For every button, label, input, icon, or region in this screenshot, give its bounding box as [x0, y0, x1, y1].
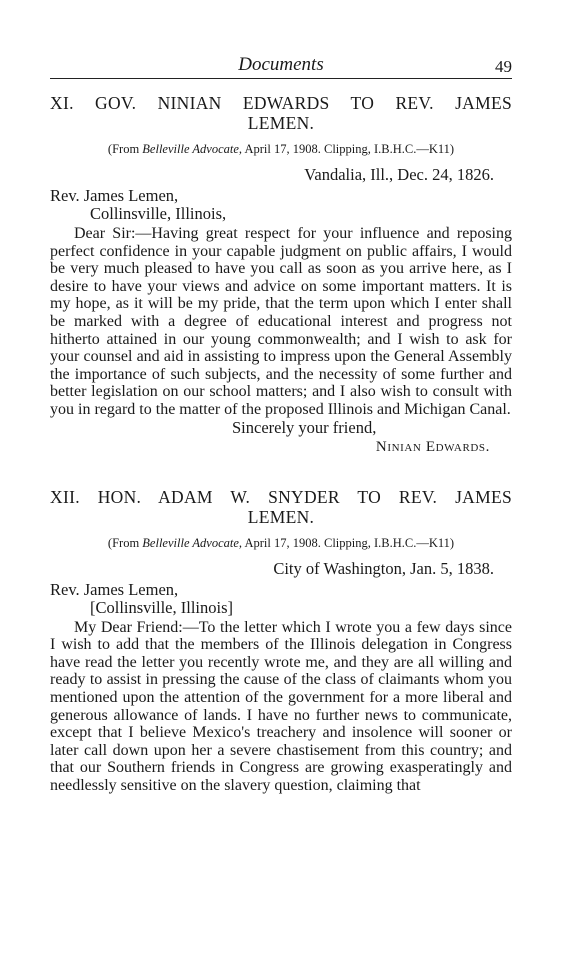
letter-closing: Sincerely your friend,: [232, 417, 377, 437]
section-heading-line2: LEMEN.: [247, 113, 315, 133]
addressee-place: [Collinsville, Illinois]: [90, 597, 233, 617]
section-heading-line1: XI. GOV. NINIAN EDWARDS TO REV. JAMES: [50, 93, 512, 113]
source-prefix: (From: [107, 535, 143, 550]
letter-signature: Ninian Edwards.: [375, 438, 490, 455]
section-heading: [50, 93, 512, 133]
running-head: [50, 52, 512, 79]
document-page: [50, 52, 512, 794]
addressee-place: Collinsville, Illinois,: [90, 204, 227, 223]
dateline: Vandalia, Ill., Dec. 24, 1826.: [304, 165, 494, 184]
source-suffix: April 17, 1908. Clipping, I.B.H.C.—K11): [242, 142, 455, 156]
addressee: [50, 187, 512, 223]
letter-section-xii: [50, 487, 512, 795]
dateline: City of Washington, Jan. 5, 1838.: [273, 558, 494, 578]
addressee: [50, 581, 512, 617]
source-publication: Belleville Advocate,: [142, 142, 243, 156]
section-heading-line1: XII. HON. ADAM W. SNYDER TO REV. JAMES: [50, 486, 512, 507]
source-suffix: April 17, 1908. Clipping, I.B.H.C.—K11): [242, 535, 455, 550]
section-heading: [50, 487, 512, 527]
addressee-name: Rev. James Lemen,: [50, 579, 179, 599]
source-citation: [50, 141, 512, 157]
source-citation: [50, 535, 512, 551]
section-divider-space: [50, 457, 512, 487]
running-title: Documents: [238, 54, 324, 75]
section-heading-line2: LEMEN.: [247, 506, 315, 527]
source-prefix: (From: [107, 142, 143, 156]
addressee-name: Rev. James Lemen,: [50, 186, 179, 205]
letter-body: My Dear Friend:—To the letter which I wrote you a few days since I wish to add that the members of the Illinois delegation in Congress have read the letter you recently wrote me, and they are all willing and ready to assist in pressing the cause of the class of claimants whom you mentioned upon the attention of the government for a more liberal and generous allowance of lands. I have no further news to communicate, except that I believe Mexico's treachery and insolence will sooner or later call down upon her a severe chastisement from this country; and that our Southern friends in Congress are growing exasperatingly and needlessly sensitive on the slavery question, claiming that: [50, 618, 512, 794]
source-publication: Belleville Advocate,: [142, 535, 243, 550]
letter-body: Dear Sir:—Having great respect for your influence and reposing perfect confidence in your capable judgment on public affairs, I would be very much pleased to have you call as soon as you arrive here, as I desire to have your views and advice on some important matters. It is my hope, as it will be my pride, that the term upon which I enter shall be marked with a degree of educational interest and progress not hitherto attained in our young commonwealth; and I wish to ask for your counsel and aid in assisting to impress upon the General Assembly the importance of such subjects, and the necessity of some further and better legislation on our school matters; and I also wish to consult with you in regard to the matter of the proposed Illinois and Michigan Canal.: [50, 225, 512, 418]
letter-section-xi: [50, 93, 512, 457]
page-number: 49: [495, 57, 512, 76]
